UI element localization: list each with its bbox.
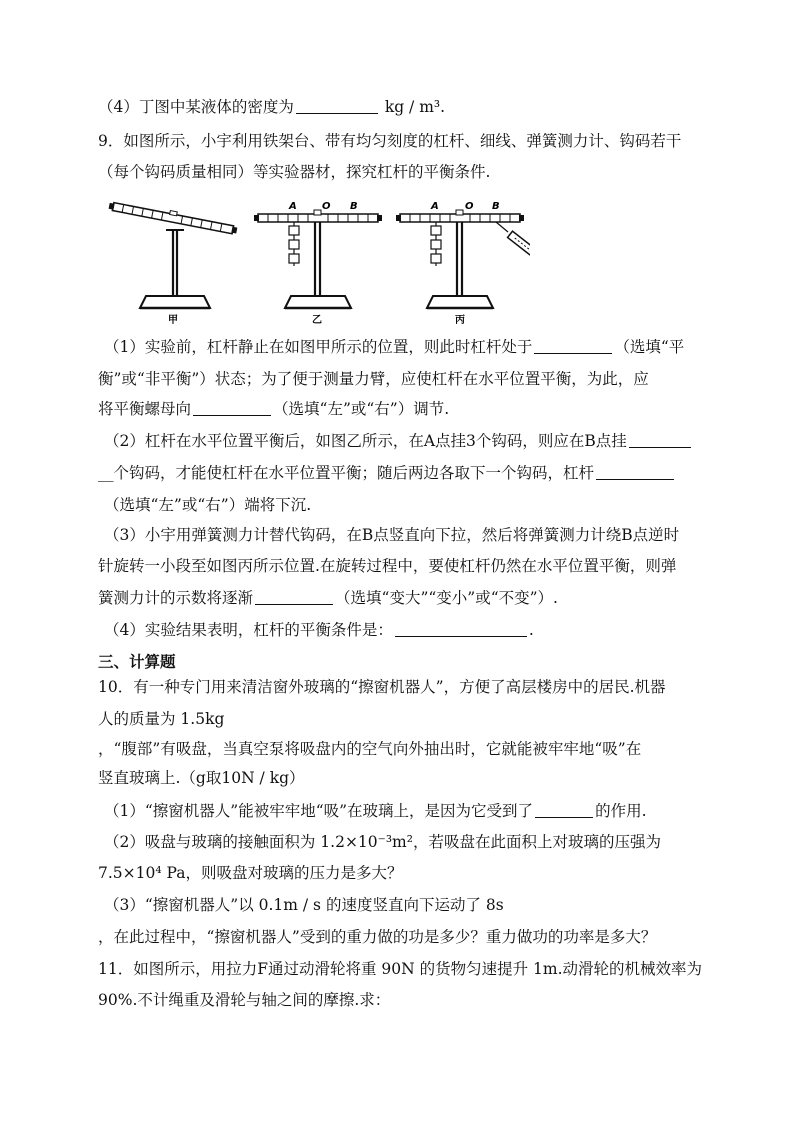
q10-line-2: 人的质量为 1.5kg (98, 710, 225, 728)
answer-blank[interactable] (534, 338, 612, 354)
answer-blank[interactable] (193, 400, 271, 416)
figure-jia (108, 199, 238, 326)
q9-part4: （4）实验结果表明，杠杆的平衡条件是： . (104, 621, 534, 639)
q9-part3-line-3: 簧测力计的示数将逐渐 （选填“变大”“变小”或“不变”）. (98, 589, 558, 607)
answer-blank[interactable] (535, 802, 593, 818)
caption-yi: 乙 (312, 315, 322, 326)
q9-part1-line-3: 将平衡螺母向 （选填“左”或“右”）调节. (98, 400, 450, 418)
label-point-o: O (322, 201, 331, 212)
q11-line-2: 90%.不计绳重及滑轮与轴之间的摩擦.求： (98, 991, 391, 1009)
q10-sub1: （1）“擦窗机器人”能被牢牢地“吸”在玻璃上，是因为它受到了 的作用. (104, 802, 647, 820)
q10-sub2-line-1: （2）吸盘与玻璃的接触面积为 1.2×10⁻³m²，若吸盘在此面积上对玻璃的压强为 (104, 833, 661, 851)
q9-part1-line-1: （1）实验前，杠杆静止在如图甲所示的位置，则此时杠杆处于 （选填“平 (104, 338, 685, 356)
caption-jia: 甲 (168, 315, 178, 326)
figure-bing (396, 201, 530, 326)
q10-line-1: 10．有一种专门用来清洁窗外玻璃的“擦窗机器人”，方便了高层楼房中的居民.机器 (98, 678, 666, 696)
answer-blank[interactable] (255, 589, 333, 605)
label-point-a: A (431, 201, 439, 212)
q10-line-4: 竖直玻璃上.（g取10N / kg） (98, 769, 305, 787)
answer-blank[interactable] (596, 464, 674, 480)
q10-sub3-line-1: （3）“擦窗机器人”以 0.1m / s 的速度竖直向下运动了 8s (104, 896, 504, 914)
q9-part1-line-2: 衡”或“非平衡”）状态；为了便于测量力臂，应使杠杆在水平位置平衡，为此，应 (98, 370, 649, 388)
q10-sub2-line-2: 7.5×10⁴ Pa，则吸盘对玻璃的压力是多大？ (98, 864, 403, 882)
q11-line-1: 11．如图所示，用拉力F通过动滑轮将重 90N 的货物匀速提升 1m.动滑轮的机械效率为 (98, 960, 703, 978)
q9-part2-line-2: __个钩码，才能使杠杆在水平位置平衡；随后两边各取下一个钩码，杠杆 (98, 462, 676, 484)
q9-part2-line-1: （2）杠杆在水平位置平衡后，如图乙所示，在A点挂3个钩码，则应在B点挂 (104, 430, 693, 452)
label-point-a: A (289, 201, 297, 212)
figure-yi (254, 201, 382, 326)
answer-blank[interactable] (296, 98, 378, 114)
q9-part3-line-2: 针旋转一小段至如图丙所示位置.在旋转过程中，要使杠杆仍然在水平位置平衡，则弹 (98, 557, 677, 575)
label-point-o: O (465, 201, 474, 212)
q9-part3-line-1: （3）小宇用弹簧测力计替代钩码，在B点竖直向下拉，然后将弹簧测力计绕B点逆时 (104, 526, 680, 544)
q9-intro-line-2: （每个钩码质量相同）等实验器材，探究杠杆的平衡条件. (98, 163, 491, 181)
section-title-calculation: 三、计算题 (98, 653, 176, 671)
q8-part4-text: （4）丁图中某液体的密度为 (98, 98, 294, 116)
q9-part2-line-3: （选填“左”或“右”）端将下沉. (104, 496, 312, 514)
spring-scale (496, 222, 530, 265)
lever-experiment-figure (100, 196, 530, 326)
q10-sub3-line-2: ，在此过程中，“擦窗机器人”受到的重力做的功是多少？重力做功的功率是多大？ (98, 928, 657, 946)
label-point-b: B (492, 201, 500, 212)
answer-blank[interactable] (395, 621, 527, 637)
caption-bing: 丙 (455, 315, 465, 326)
q9-intro-line-1: 9．如图所示，小宇利用铁架台、带有均匀刻度的杠杆、细线、弹簧测力计、钩码若干 (98, 132, 682, 150)
label-point-b: B (350, 201, 358, 212)
density-unit: kg / m³. (384, 98, 446, 116)
answer-blank[interactable] (629, 432, 691, 448)
q10-line-3: ，“腹部”有吸盘，当真空泵将吸盘内的空气向外抽出时，它就能被牢牢地“吸”在 (98, 740, 642, 758)
q8-part4 (98, 96, 445, 118)
